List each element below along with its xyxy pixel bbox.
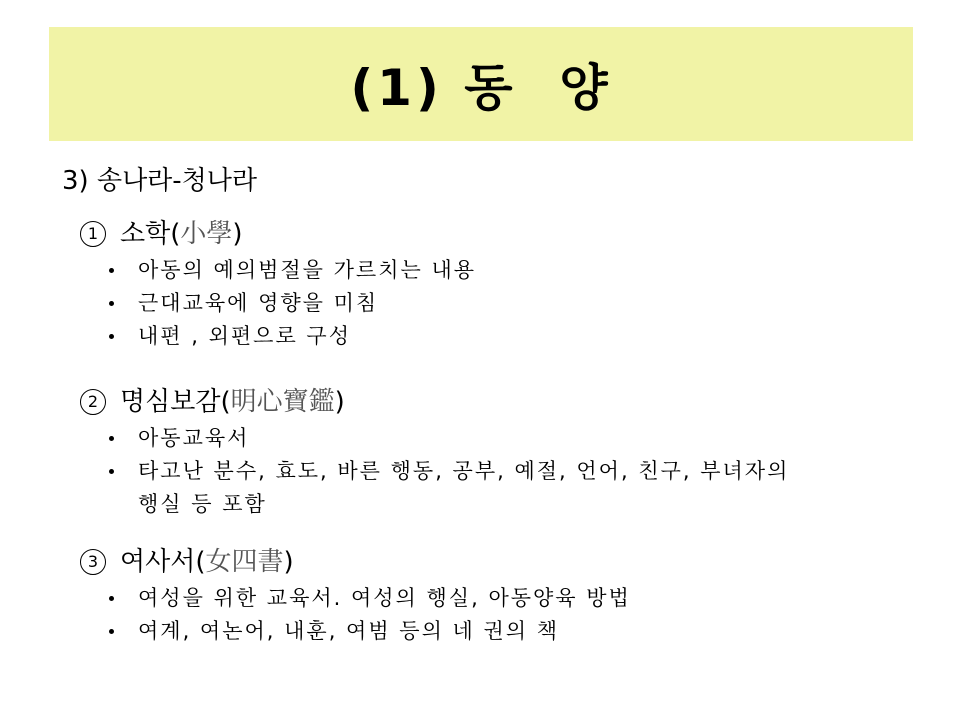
paren-open: ( (195, 547, 206, 577)
subsection-heading (80, 542, 631, 582)
subsection-heading (80, 214, 476, 254)
bullet-text: 근대교육에 영향을 미침 (138, 291, 379, 315)
subsection-hanja: 女四書 (205, 547, 284, 577)
bullet-list (80, 254, 476, 353)
subsection-title: 명심보감 (120, 387, 221, 417)
bullet-text: 행실 등 포함 (138, 492, 267, 516)
bullet-text: 내편 , 외편으로 구성 (138, 324, 351, 348)
subsection-title: 여사서 (120, 547, 196, 577)
bullet-text: 여성을 위한 교육서. 여성의 행실, 아동양육 방법 (138, 586, 631, 610)
bullet-item (80, 582, 631, 615)
paren-close: ) (283, 547, 294, 577)
title-banner (49, 27, 913, 141)
bullet-dot (109, 436, 114, 441)
circled-number: 2 (80, 389, 106, 415)
bullet-dot (109, 268, 114, 273)
subsection-yeosaseo (80, 542, 631, 648)
circled-number: 3 (80, 549, 106, 575)
paren-open: ( (170, 219, 181, 249)
bullet-text: 여계, 여논어, 내훈, 여범 등의 네 권의 책 (138, 619, 560, 643)
subsection-hanja: 小學 (180, 219, 233, 249)
slide-title: (1) 동 양 (350, 59, 612, 117)
bullet-item (80, 455, 789, 488)
bullet-text: 아동의 예의범절을 가르치는 내용 (138, 258, 477, 282)
subsection-sohak (80, 214, 476, 353)
section-heading: 3) 송나라-청나라 (62, 166, 258, 196)
bullet-dot (109, 334, 114, 339)
subsection-title: 소학 (120, 219, 171, 249)
paren-close: ) (334, 387, 345, 417)
bullet-item (80, 422, 789, 455)
bullet-dot (109, 629, 114, 634)
bullet-item (80, 287, 476, 320)
bullet-dot (109, 596, 114, 601)
subsection-myeongsimbogam (80, 382, 789, 521)
bullet-text: 아동교육서 (138, 426, 250, 450)
bullet-item (80, 615, 631, 648)
bullet-item (80, 320, 476, 353)
paren-close: ) (232, 219, 243, 249)
bullet-item (80, 254, 476, 287)
bullet-list (80, 582, 631, 648)
bullet-dot (109, 469, 114, 474)
subsection-heading (80, 382, 789, 422)
paren-open: ( (220, 387, 231, 417)
bullet-list (80, 422, 789, 521)
bullet-dot (109, 301, 114, 306)
subsection-hanja: 明心寶鑑 (230, 387, 335, 417)
bullet-text: 타고난 분수, 효도, 바른 행동, 공부, 예절, 언어, 친구, 부녀자의 (138, 459, 790, 483)
bullet-item-continuation (80, 488, 789, 521)
circled-number: 1 (80, 221, 106, 247)
